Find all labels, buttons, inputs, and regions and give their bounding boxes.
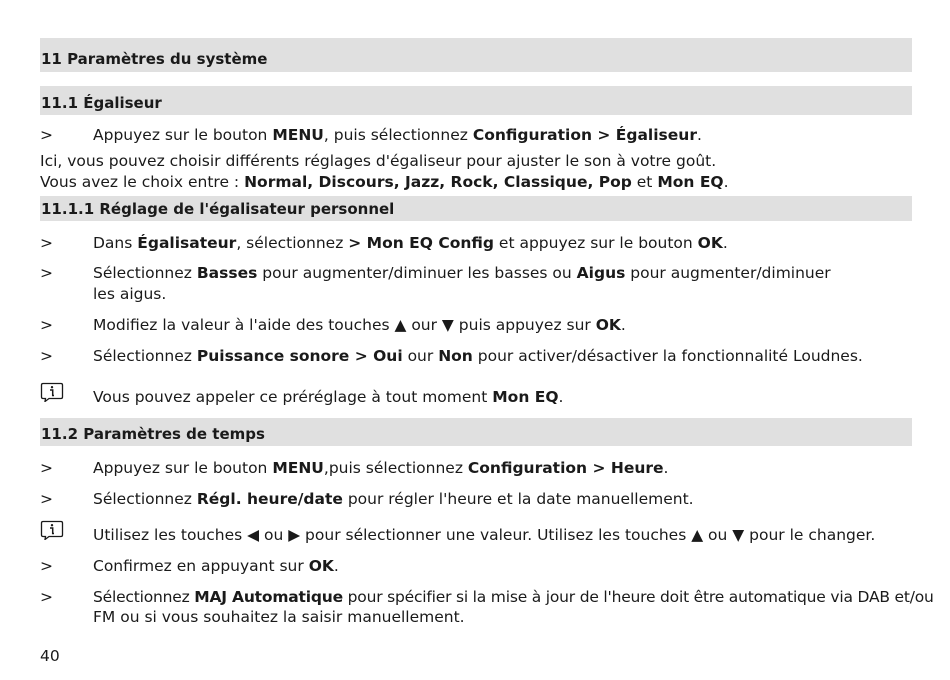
step-text: Dans Égalisateur, sélectionnez > Mon EQ Config et appuyez sur le bouton OK.	[93, 234, 728, 252]
step-marker: >	[40, 126, 53, 144]
step-marker: >	[40, 490, 53, 508]
step-text: Appuyez sur le bouton MENU, puis sélectionnez Configuration > Égaliseur.	[93, 126, 702, 144]
step-marker: >	[40, 557, 53, 575]
step-text-continued: les aigus.	[93, 285, 167, 303]
step-text: Sélectionnez Basses pour augmenter/diminuer les basses ou Aigus pour augmenter/diminuer	[93, 264, 831, 282]
subsubsection-heading: 11.1.1 Réglage de l'égalisateur personnel	[40, 196, 912, 221]
step-text: Sélectionnez Puissance sonore > Oui our Non pour activer/désactiver la fonctionnalité Loudnes.	[93, 347, 863, 365]
subsection-heading: 11.1 Égaliseur	[40, 86, 912, 115]
step-text-continued: FM ou si vous souhaitez la saisir manuellement.	[93, 608, 465, 626]
step-text: Confirmez en appuyant sur OK.	[93, 557, 339, 575]
paragraph: Ici, vous pouvez choisir différents réglages d'égaliseur pour ajuster le son à votre goût.	[40, 152, 717, 170]
note-text: Utilisez les touches ◀ ou ▶ pour sélectionner une valeur. Utilisez les touches ▲ ou ▼ pour le changer.	[93, 526, 876, 544]
step-text: Appuyez sur le bouton MENU,puis sélectionnez Configuration > Heure.	[93, 459, 669, 477]
step-marker: >	[40, 316, 53, 334]
info-note-icon	[40, 382, 64, 402]
step-marker: >	[40, 347, 53, 365]
step-marker: >	[40, 588, 53, 606]
section-heading: 11 Paramètres du système	[40, 38, 912, 72]
step-text: Sélectionnez Régl. heure/date pour régler l'heure et la date manuellement.	[93, 490, 694, 508]
step-text: Modifiez la valeur à l'aide des touches ▲ our ▼ puis appuyez sur OK.	[93, 316, 626, 334]
subsection-heading: 11.2 Paramètres de temps	[40, 418, 912, 446]
info-note-icon	[40, 520, 64, 540]
step-marker: >	[40, 459, 53, 477]
paragraph: Vous avez le choix entre : Normal, Discours, Jazz, Rock, Classique, Pop et Mon EQ.	[40, 173, 729, 191]
step-marker: >	[40, 264, 53, 282]
step-marker: >	[40, 234, 53, 252]
step-text: Sélectionnez MAJ Automatique pour spécifier si la mise à jour de l'heure doit être automatique via DAB et/ou	[93, 588, 934, 606]
note-text: Vous pouvez appeler ce préréglage à tout moment Mon EQ.	[93, 388, 564, 406]
page-number: 40	[40, 647, 60, 665]
